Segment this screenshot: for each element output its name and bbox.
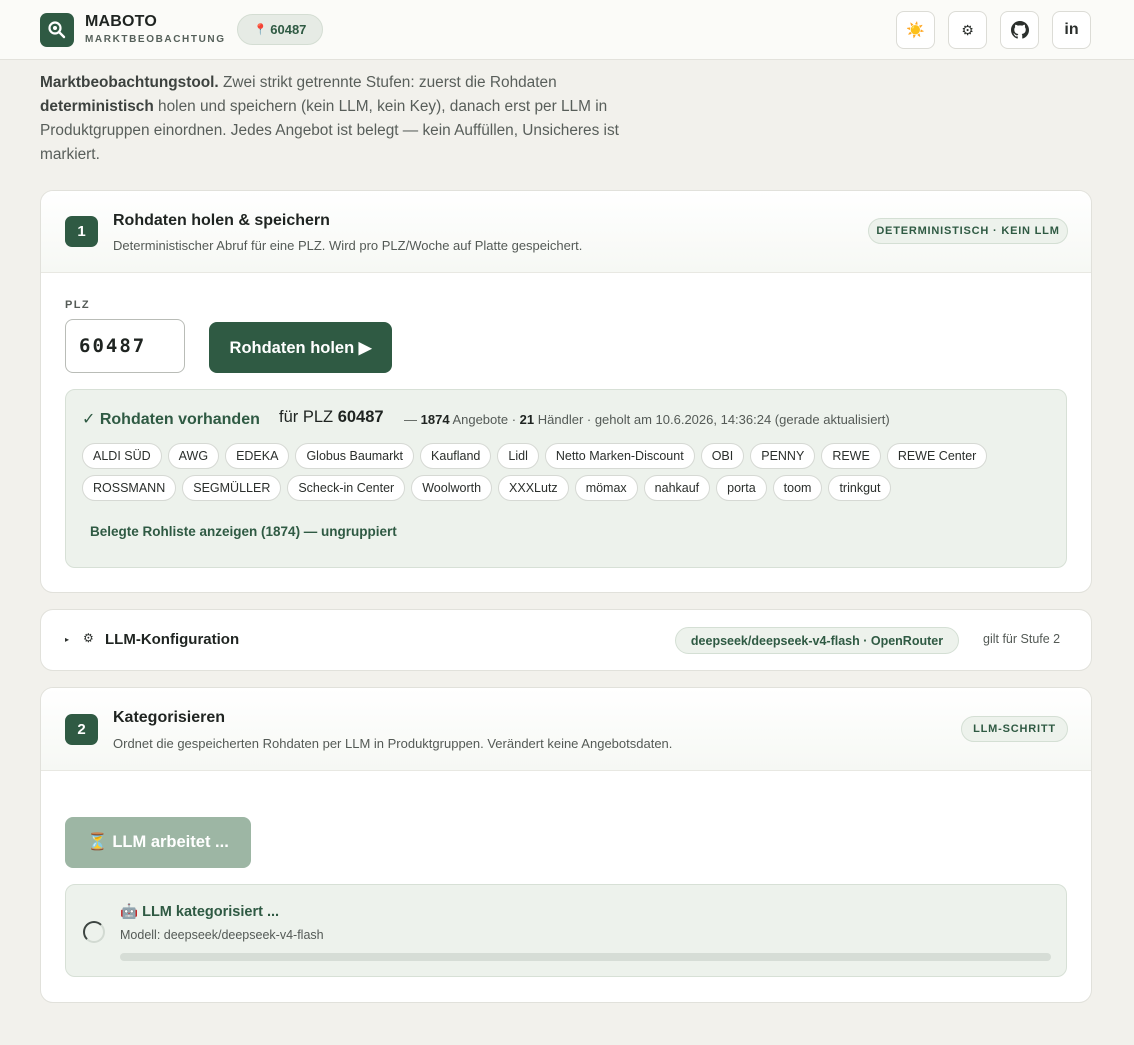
- gear-icon: ⚙: [961, 21, 974, 38]
- step2-header: [41, 688, 1091, 771]
- intro-text: [40, 71, 630, 167]
- haendler-chip: Scheck-in Center: [287, 475, 405, 501]
- llm-progress-title: 🤖 LLM kategorisiert ...: [120, 904, 280, 920]
- plz-input[interactable]: [65, 319, 185, 373]
- offers-label: Angebote ·: [449, 412, 520, 427]
- haendler-chip: Woolworth: [411, 475, 492, 501]
- pin-icon: 📍: [253, 24, 268, 36]
- haendler-chip-row: [82, 475, 1062, 501]
- haendler-chip: porta: [716, 475, 767, 501]
- step2-description: Ordnet die gespeicherten Rohdaten per LLM in Produktgruppen. Verändert keine Angebotsdaten.: [113, 736, 673, 751]
- meta-prefix: —: [404, 412, 421, 427]
- llm-config-title[interactable]: LLM-Konfiguration: [105, 631, 240, 648]
- haendler-chip: PENNY: [750, 443, 815, 469]
- offers-count: 1874: [420, 412, 450, 427]
- settings-button[interactable]: [948, 11, 987, 49]
- haendler-chip: Lidl: [497, 443, 538, 469]
- intro-bold: deterministisch: [40, 98, 154, 115]
- haendler-chip: nahkauf: [644, 475, 710, 501]
- top-bar: [0, 0, 1134, 60]
- theme-toggle-button[interactable]: [896, 11, 935, 49]
- step1-header: [41, 191, 1091, 273]
- rawdata-plz: [279, 408, 384, 427]
- haendler-chip: EDEKA: [225, 443, 289, 469]
- rawdata-plz-prefix: für PLZ: [279, 408, 338, 426]
- haendler-chip: AWG: [168, 443, 219, 469]
- llm-model-badge: deepseek/deepseek-v4-flash · OpenRouter: [675, 627, 959, 654]
- step2-title: Kategorisieren: [113, 709, 226, 726]
- llm-config-note: gilt für Stufe 2: [983, 632, 1061, 646]
- spinner-icon: [83, 921, 105, 943]
- step1-number: 1: [65, 216, 98, 247]
- llm-progress-model: Modell: deepseek/deepseek-v4-flash: [120, 928, 324, 942]
- expand-arrow-icon[interactable]: ▸: [65, 635, 70, 644]
- rawdata-plz-value: 60487: [337, 408, 384, 426]
- brand-name: MABOTO: [85, 13, 158, 30]
- step1-card: [40, 190, 1092, 593]
- gear-icon: ⚙: [83, 631, 94, 645]
- haendler-count: 21: [519, 412, 535, 427]
- plz-badge-value: 60487: [270, 22, 307, 37]
- llm-progress-bar: [120, 953, 1051, 961]
- intro-text-1: Zwei strikt getrennte Stufen: zuerst die Rohdaten: [218, 74, 557, 91]
- intro-lead: Marktbeobachtungstool.: [40, 74, 219, 91]
- llm-progress: [65, 884, 1067, 977]
- haendler-chip: mömax: [575, 475, 638, 501]
- haendler-chip: OBI: [701, 443, 745, 469]
- linkedin-icon: in: [1064, 21, 1079, 38]
- magnifier-icon: [47, 20, 67, 40]
- rawdata-result: [65, 389, 1067, 568]
- haendler-chip: toom: [773, 475, 823, 501]
- rawdata-status: ✓ Rohdaten vorhanden: [82, 411, 260, 428]
- step2-card: [40, 687, 1092, 1003]
- step2-number: 2: [65, 714, 98, 745]
- haendler-label: Händler · geholt am 10.6.2026, 14:36:24 (gerade aktualisiert): [534, 412, 890, 427]
- plz-badge[interactable]: [237, 14, 323, 45]
- haendler-chip: Kaufland: [420, 443, 491, 469]
- haendler-chip: SEGMÜLLER: [182, 475, 281, 501]
- haendler-chip: ALDI SÜD: [82, 443, 162, 469]
- linkedin-button[interactable]: [1052, 11, 1091, 49]
- logo[interactable]: [40, 13, 74, 47]
- step1-tag: DETERMINISTISCH · KEIN LLM: [868, 218, 1068, 244]
- step1-description: Deterministischer Abruf für eine PLZ. Wird pro PLZ/Woche auf Platte gespeichert.: [113, 238, 583, 253]
- haendler-chip-row: [82, 443, 1062, 469]
- haendler-chip: trinkgut: [828, 475, 891, 501]
- haendler-chip: REWE Center: [887, 443, 988, 469]
- github-icon: [1011, 21, 1029, 39]
- brand-subtitle: MARKTBEOBACHTUNG: [85, 34, 226, 45]
- haendler-chip: XXXLutz: [498, 475, 569, 501]
- step1-title: Rohdaten holen & speichern: [113, 212, 330, 229]
- haendler-chip: ROSSMANN: [82, 475, 176, 501]
- haendler-chip: Globus Baumarkt: [295, 443, 414, 469]
- llm-busy-button[interactable]: ⏳ LLM arbeitet ...: [65, 817, 251, 868]
- sun-icon: ☀️: [906, 22, 925, 39]
- rawdata-meta: [404, 412, 890, 427]
- fetch-rawdata-button[interactable]: Rohdaten holen ▶: [209, 322, 392, 373]
- haendler-chips: [82, 443, 1062, 507]
- haendler-chip: REWE: [821, 443, 881, 469]
- show-raw-list-link[interactable]: Belegte Rohliste anzeigen (1874) — ungruppiert: [90, 524, 397, 539]
- plz-label: PLZ: [65, 299, 90, 311]
- intro-text-2: holen und speichern (kein LLM, kein Key), danach erst per LLM in Produktgruppen einordnen. Jedes Angebot ist belegt — kein Auffüllen, Unsicheres ist markiert.: [40, 98, 619, 163]
- step2-tag: LLM-SCHRITT: [961, 716, 1068, 742]
- haendler-chip: Netto Marken-Discount: [545, 443, 695, 469]
- llm-config-card[interactable]: [40, 609, 1092, 671]
- github-button[interactable]: [1000, 11, 1039, 49]
